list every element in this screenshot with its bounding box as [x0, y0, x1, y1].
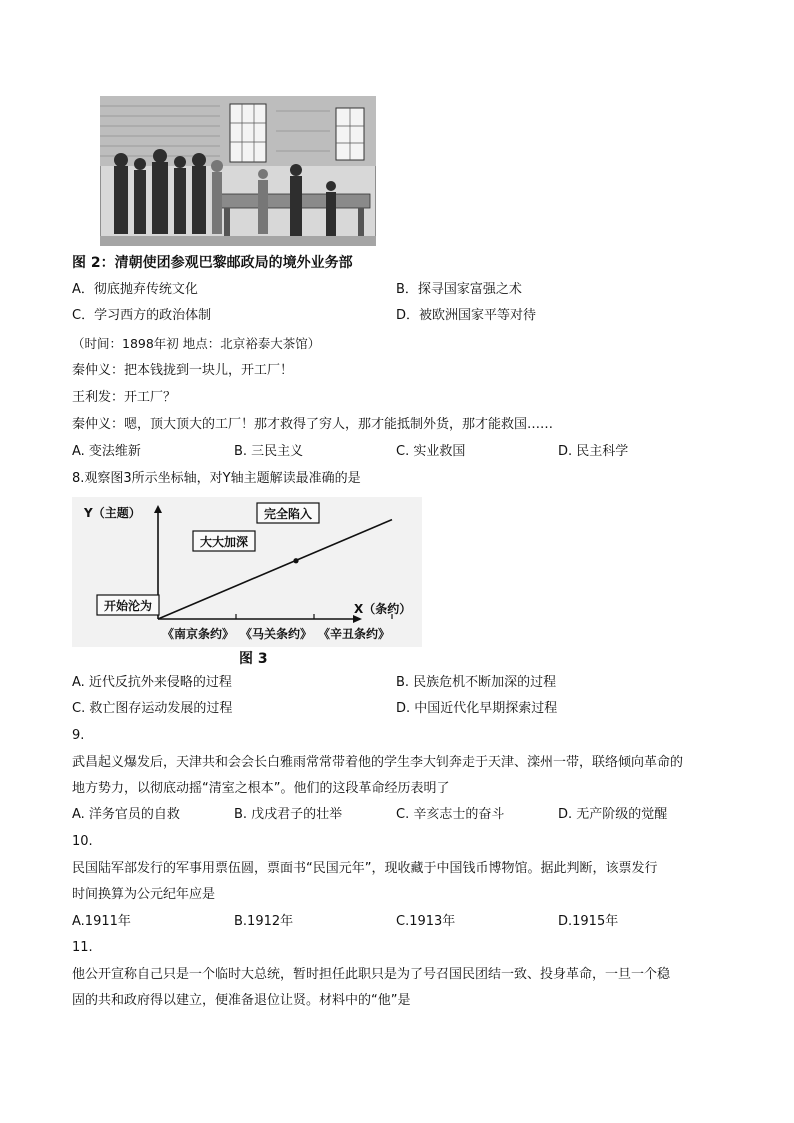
- q9-stem-line: 地方势力，以彻底动摇“清室之根本”。他们的这段革命经历表明了: [72, 781, 450, 796]
- figure-2-caption: 图 2：清朝使团参观巴黎邮政局的境外业务部: [72, 255, 353, 271]
- paris-post-office-engraving: [100, 96, 376, 246]
- q10-stem-line: 民国陆军部发行的军事用票伍圆，票面书“民国元年”，现收藏于中国钱币博物馆。据此判断，该票发行: [72, 861, 658, 876]
- q7b-option-c[interactable]: C. 实业救国: [396, 444, 466, 459]
- x-tick-label: 《马关条约》: [240, 627, 313, 641]
- y-axis-label: Y（主题）: [84, 506, 141, 520]
- data-point: [293, 558, 298, 563]
- q7a-option-a[interactable]: A．彻底抛弃传统文化: [72, 282, 198, 297]
- stage-label: 开始沦为: [103, 599, 153, 613]
- stage-label: 完全陷入: [263, 507, 313, 521]
- q7b-option-d[interactable]: D. 民主科学: [558, 444, 629, 459]
- figure-3-caption: 图 3: [239, 651, 268, 667]
- q8-option-c[interactable]: C. 救亡图存运动发展的过程: [72, 701, 233, 716]
- q9-option-a[interactable]: A. 洋务官员的自救: [72, 807, 180, 822]
- q7a-option-b[interactable]: B．探寻国家富强之术: [396, 282, 522, 297]
- q9-number: 9.: [72, 728, 85, 743]
- q7a-option-d[interactable]: D．被欧洲国家平等对待: [396, 308, 537, 323]
- q11-stem-line: 固的共和政府得以建立，便准备退位让贤。材料中的“他”是: [72, 993, 411, 1008]
- q10-number: 10.: [72, 834, 93, 849]
- q7b-dialogue-line: 王利发：开工厂？: [72, 390, 177, 405]
- q11-number: 11.: [72, 940, 93, 955]
- stage-label: 大大加深: [199, 535, 249, 549]
- q8-stem: 8.观察图3所示坐标轴，对Y轴主题解读最准确的是: [72, 471, 361, 486]
- q10-option-d[interactable]: D.1915年: [558, 914, 619, 929]
- q11-stem-line: 他公开宣称自己只是一个临时大总统，暂时担任此职只是为了号召国民团结一致、投身革命，一旦一个稳: [72, 967, 671, 982]
- x-axis-label: X（条约）: [354, 602, 412, 616]
- q7b-option-b[interactable]: B. 三民主义: [234, 444, 304, 459]
- q9-stem-line: 武昌起义爆发后，天津共和会会长白雅雨常常带着他的学生李大钊奔走于天津、滦州一带，联络倾向革命的: [72, 755, 684, 770]
- q9-option-c[interactable]: C. 辛亥志士的奋斗: [396, 807, 505, 822]
- q7b-context: （时间：1898年初 地点：北京裕泰大茶馆）: [72, 336, 321, 351]
- q10-stem-line: 时间换算为公元纪年应是: [72, 887, 216, 902]
- q7b-dialogue-line: 秦仲义：把本钱拢到一块儿，开工厂！: [72, 363, 294, 378]
- q8-option-a[interactable]: A. 近代反抗外来侵略的过程: [72, 675, 232, 690]
- q7a-option-c[interactable]: C．学习西方的政治体制: [72, 308, 212, 323]
- q10-option-c[interactable]: C.1913年: [396, 914, 456, 929]
- q9-option-b[interactable]: B. 戊戌君子的壮举: [234, 807, 343, 822]
- q7b-option-a[interactable]: A. 变法维新: [72, 444, 141, 459]
- figure-3-chart: [72, 497, 422, 647]
- q10-option-b[interactable]: B.1912年: [234, 914, 294, 929]
- q8-option-d[interactable]: D. 中国近代化早期探索过程: [396, 701, 558, 716]
- x-tick-label: 《辛丑条约》: [318, 627, 391, 641]
- q9-option-d[interactable]: D. 无产阶级的觉醒: [558, 807, 668, 822]
- q7b-dialogue-line: 秦仲义：嗯，顶大顶大的工厂！那才救得了穷人，那才能抵制外货，那才能救国……: [72, 417, 554, 432]
- q8-option-b[interactable]: B. 民族危机不断加深的过程: [396, 675, 557, 690]
- q10-option-a[interactable]: A.1911年: [72, 914, 131, 929]
- x-tick-label: 《南京条约》: [162, 627, 235, 641]
